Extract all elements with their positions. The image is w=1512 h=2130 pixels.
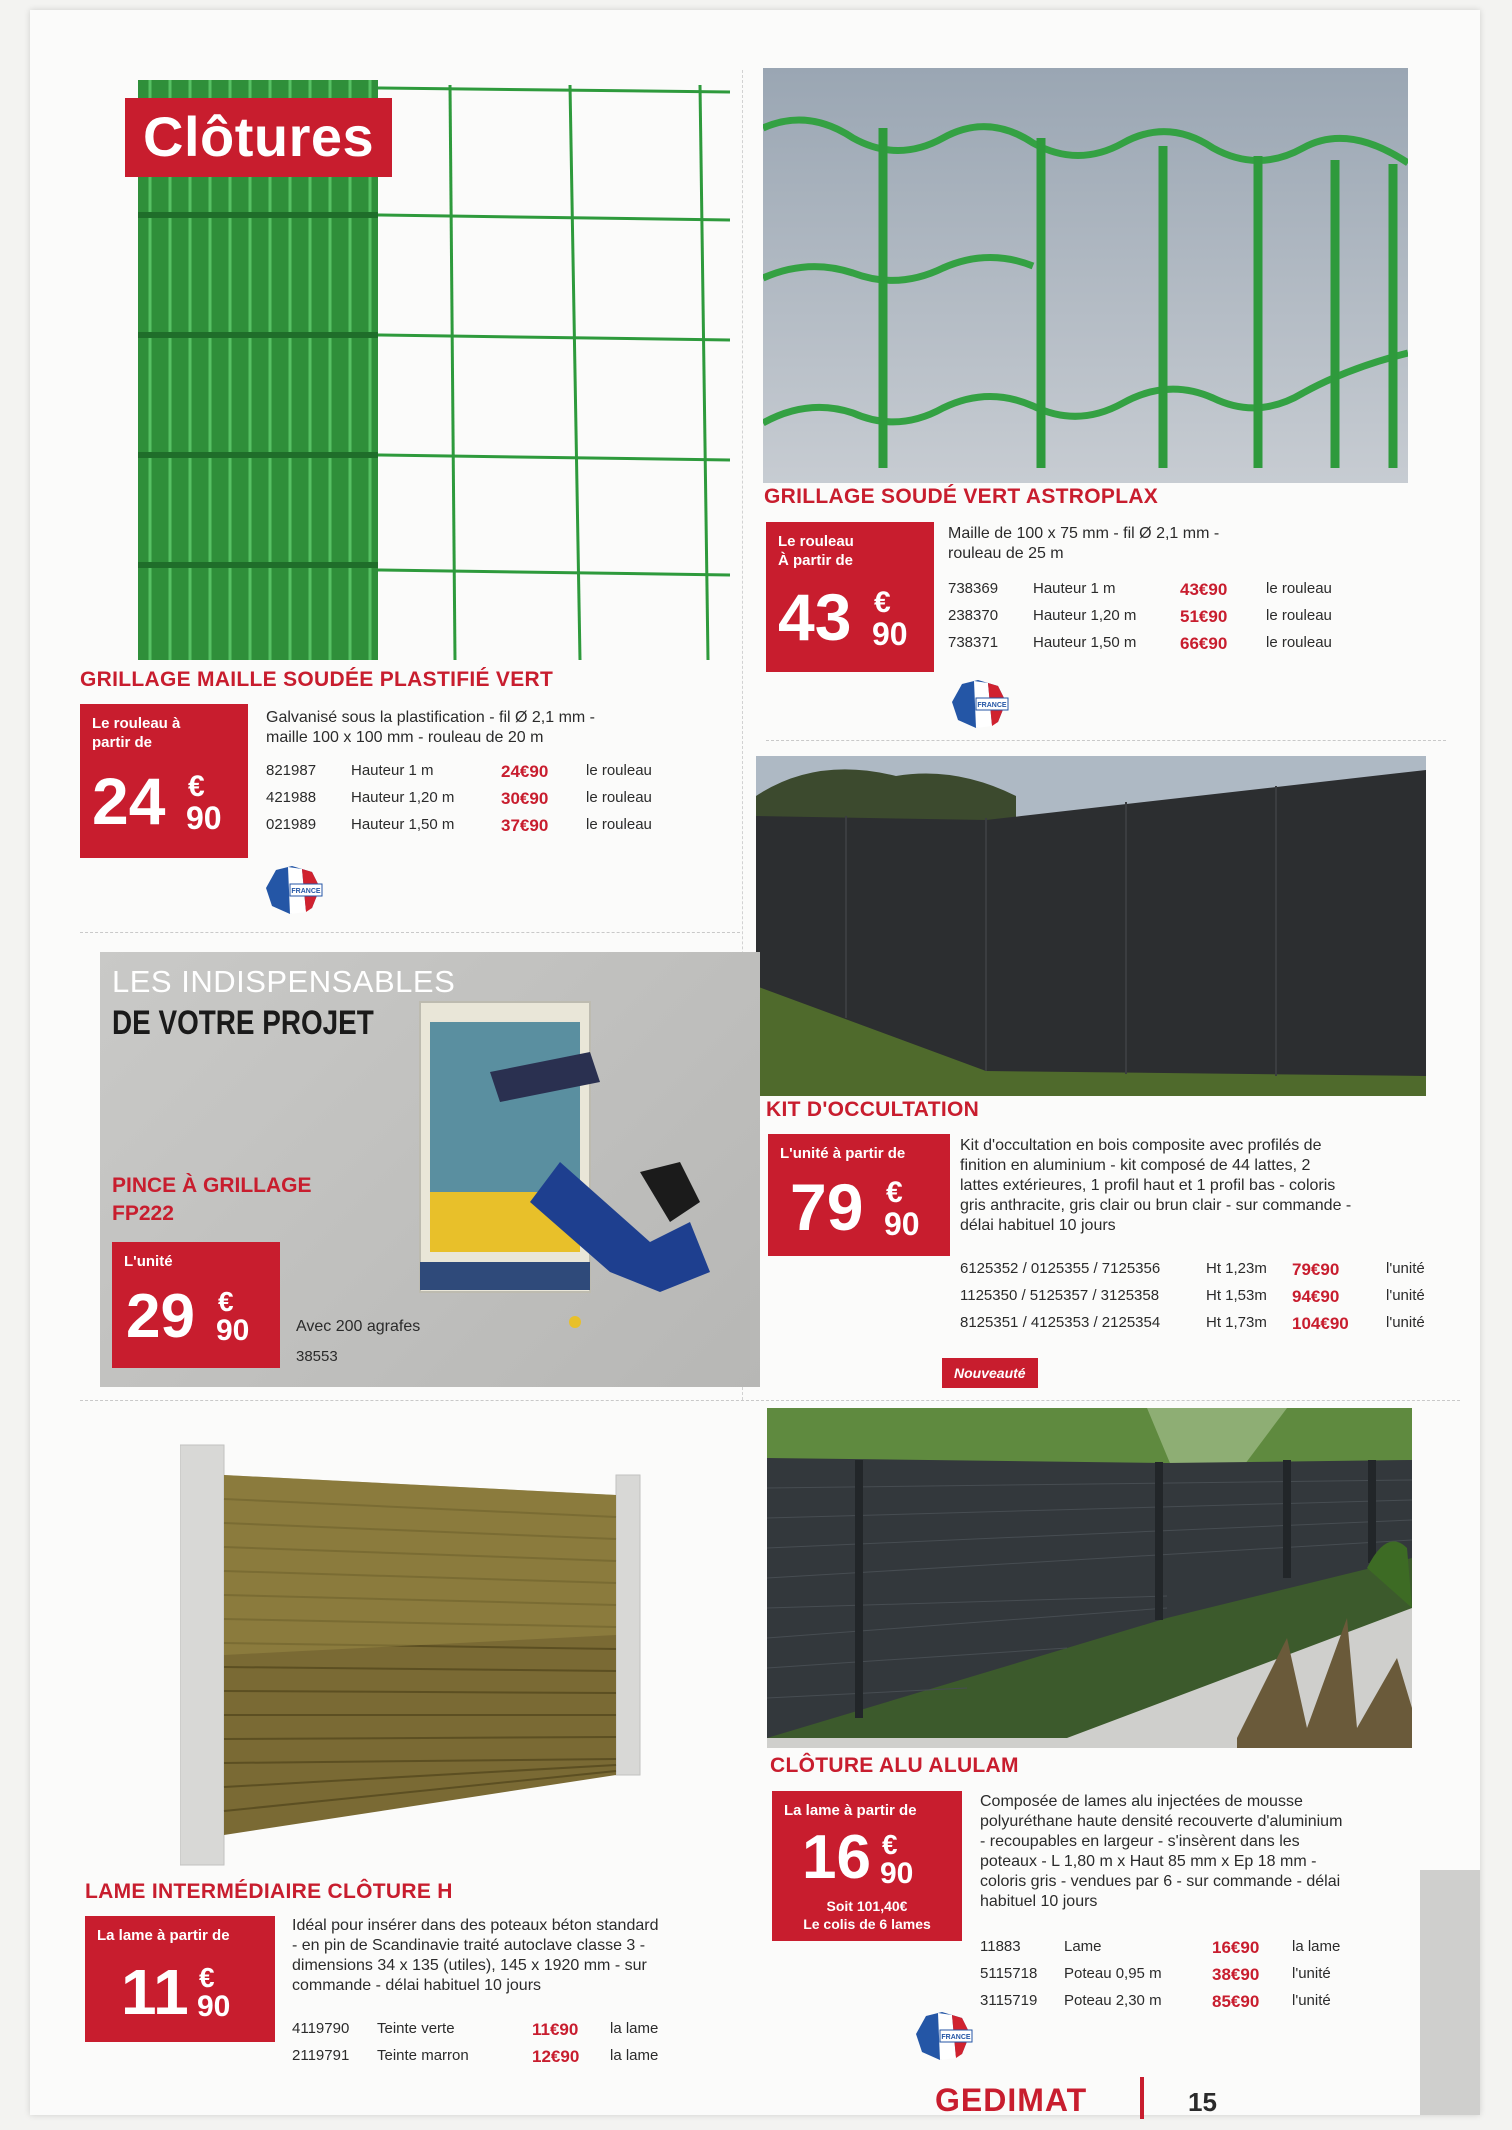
price-cents: 90	[884, 1206, 920, 1242]
flag-label: FRANCE	[977, 702, 1007, 709]
kit-occultation-image	[756, 756, 1426, 1096]
ref: 021989	[266, 816, 317, 833]
spec: Hauteur 1 m	[1033, 580, 1116, 597]
price-label: La lame à partir de	[97, 1927, 230, 1944]
spec: Teinte verte	[377, 2020, 455, 2037]
pince-price-box	[112, 1242, 280, 1368]
kit-occultation-price-table	[960, 1260, 1460, 1341]
price-integer: 11	[121, 1956, 189, 2028]
ref: 6125352 / 0125355 / 7125356	[960, 1260, 1161, 1277]
unit: la lame	[610, 2047, 659, 2064]
price-integer: 16	[802, 1823, 871, 1892]
footer-divider	[1140, 2077, 1144, 2119]
row-divider	[80, 1400, 1460, 1401]
brand-logo: GEDIMAT	[935, 2082, 1088, 2118]
lame-cloture-h-image	[180, 1435, 670, 1875]
ref: 821987	[266, 762, 317, 779]
spec: Hauteur 1,20 m	[351, 789, 455, 806]
spec: Poteau 2,30 m	[1064, 1992, 1162, 2009]
spec: Hauteur 1 m	[351, 762, 434, 779]
ref: 421988	[266, 789, 317, 806]
lame-cloture-h-price-box	[85, 1916, 275, 2042]
indispensables-kicker: LES INDISPENSABLES	[112, 964, 456, 999]
price-cents: 90	[880, 1857, 914, 1890]
unit: le rouleau	[1266, 607, 1332, 624]
made-in-france-icon	[948, 676, 1012, 732]
spec: Teinte marron	[377, 2047, 469, 2064]
pince-reference: 38553	[296, 1348, 338, 1365]
price-label: La lame à partir de	[784, 1802, 917, 1819]
cloture-alulam-description: Composée de lames alu injectées de mousse polyuréthane haute densité recouverte d'aluminium - recoupables en largeur - s'insèrent dans les poteaux - L 1,80 m x Haut 85 mm x Ep 18 mm - coloris gris - vendues par 6 - sur commande - délai habituel 10 jours	[980, 1793, 1343, 1910]
lame-cloture-h-price-table	[292, 2020, 732, 2074]
price: 16€90	[1212, 1938, 1260, 1957]
price: 12€90	[532, 2047, 580, 2066]
grillage-plastifie-price-box	[80, 704, 248, 858]
flag-label: FRANCE	[291, 888, 321, 895]
unit: le rouleau	[586, 816, 652, 833]
grillage-astroplax-description: Maille de 100 x 75 mm - fil Ø 2,1 mm - rouleau de 25 m	[948, 525, 1220, 562]
table-row	[292, 2047, 732, 2074]
price: 94€90	[1292, 1287, 1340, 1306]
price-currency: €	[188, 770, 205, 803]
price-currency: €	[874, 586, 891, 619]
grillage-plastifie-price-table	[266, 762, 706, 843]
price-integer: 43	[778, 580, 852, 654]
spec: Hauteur 1,50 m	[1033, 634, 1137, 651]
table-row	[960, 1314, 1460, 1341]
row-divider	[80, 932, 740, 933]
table-row	[948, 607, 1388, 634]
unit: le rouleau	[586, 789, 652, 806]
unit: l'unité	[1386, 1260, 1425, 1277]
price: 37€90	[501, 816, 549, 835]
spec: Hauteur 1,50 m	[351, 816, 455, 833]
price-cents: 90	[197, 1990, 231, 2023]
grillage-plastifie-title: GRILLAGE MAILLE SOUDÉE PLASTIFIÉ VERT	[80, 668, 554, 691]
page-number: 15	[1188, 2087, 1217, 2117]
grillage-astroplax-title: GRILLAGE SOUDÉ VERT ASTROPLAX	[764, 485, 1159, 508]
price-label: L'unité à partir de	[780, 1145, 906, 1162]
unit: le rouleau	[1266, 634, 1332, 651]
unit: la lame	[1292, 1938, 1341, 1955]
table-row	[266, 789, 706, 816]
spec: Hauteur 1,20 m	[1033, 607, 1137, 624]
kit-occultation-title: KIT D'OCCULTATION	[766, 1098, 980, 1121]
price-cents: 90	[872, 616, 908, 652]
grillage-astroplax-image	[763, 68, 1408, 483]
kit-occultation-description: Kit d'occultation en bois composite avec profilés de finition en aluminium - kit composé de 44 lattes, 2 lattes extérieures, 1 profil haut et 1 profil bas - coloris gris anthracite, gris clair ou brun clair - sur commande - délai habituel 10 jours	[960, 1137, 1352, 1234]
price: 11€90	[532, 2020, 579, 2039]
unit: l'unité	[1386, 1287, 1425, 1304]
price: 30€90	[501, 789, 549, 808]
spec: Poteau 0,95 m	[1064, 1965, 1162, 1982]
price-integer: 24	[92, 764, 166, 838]
lame-cloture-h-description: Idéal pour insérer dans des poteaux béton standard - en pin de Scandinavie traité autoclave classe 3 - dimensions 34 x 135 (utiles), 145 x 1920 mm - sur commande - délai habituel 10 jours	[292, 1917, 659, 1994]
price-pack-info: Soit 101,40€ Le colis de 6 lames	[803, 1898, 931, 1932]
price: 24€90	[501, 762, 549, 781]
price: 51€90	[1180, 607, 1228, 626]
spec: Ht 1,73m	[1206, 1314, 1267, 1331]
ref: 1125350 / 5125357 / 3125358	[960, 1287, 1160, 1304]
table-row	[980, 1992, 1420, 2019]
unit: l'unité	[1292, 1965, 1331, 1982]
price: 79€90	[1292, 1260, 1340, 1279]
price-label: Le rouleau À partir de	[778, 533, 854, 569]
indispensables-panel	[100, 952, 760, 1387]
cloture-alulam-price-box	[772, 1791, 962, 1941]
cloture-alulam-price-table	[980, 1938, 1420, 2019]
ref: 738371	[948, 634, 999, 651]
section-title: Clôtures	[125, 98, 392, 177]
price-currency: €	[882, 1829, 898, 1860]
ref: 3115719	[980, 1992, 1038, 2009]
price: 43€90	[1180, 580, 1228, 599]
cloture-alulam-image	[767, 1408, 1412, 1748]
ref: 4119790	[292, 2020, 350, 2037]
price-integer: 79	[790, 1170, 864, 1244]
table-row	[948, 580, 1388, 607]
ref: 238370	[948, 607, 999, 624]
grillage-astroplax-price-box	[766, 522, 934, 672]
price-currency: €	[886, 1176, 903, 1209]
cloture-alulam-title: CLÔTURE ALU ALULAM	[770, 1754, 1019, 1777]
table-row	[266, 816, 706, 843]
price-integer: 29	[126, 1282, 195, 1351]
pince-grillage-image	[390, 992, 750, 1372]
ref: 2119791	[292, 2047, 350, 2064]
made-in-france-icon	[262, 862, 326, 918]
spec: Ht 1,53m	[1206, 1287, 1267, 1304]
table-row	[980, 1965, 1420, 1992]
kit-occultation-price-box	[768, 1134, 950, 1256]
unit: la lame	[610, 2020, 659, 2037]
made-in-france-icon	[912, 2008, 976, 2064]
pince-title-line1: PINCE À GRILLAGE	[112, 1174, 312, 1197]
grillage-astroplax-price-table	[948, 580, 1388, 661]
price: 104€90	[1292, 1314, 1349, 1333]
table-row	[948, 634, 1388, 661]
catalog-page	[30, 10, 1480, 2118]
unit: l'unité	[1386, 1314, 1425, 1331]
price-currency: €	[199, 1962, 215, 1993]
table-row	[980, 1938, 1420, 1965]
unit: l'unité	[1292, 1992, 1331, 2009]
price-label: Le rouleau à partir de	[92, 715, 181, 751]
spec: Ht 1,23m	[1206, 1260, 1267, 1277]
ref: 738369	[948, 580, 999, 597]
table-row	[960, 1260, 1460, 1287]
price: 85€90	[1212, 1992, 1260, 2011]
price-label: L'unité	[124, 1253, 173, 1270]
page-edge-tab	[1420, 1870, 1480, 2115]
price: 38€90	[1212, 1965, 1260, 1984]
pince-title-line2: FP222	[112, 1202, 174, 1225]
price-cents: 90	[216, 1314, 250, 1347]
unit: le rouleau	[586, 762, 652, 779]
table-row	[266, 762, 706, 789]
price: 66€90	[1180, 634, 1228, 653]
price-cents: 90	[186, 800, 222, 836]
pince-description: Avec 200 agrafes	[296, 1318, 421, 1335]
lame-cloture-h-title: LAME INTERMÉDIAIRE CLÔTURE H	[85, 1880, 453, 1903]
price-currency: €	[218, 1286, 234, 1317]
indispensables-heading: DE VOTRE PROJET	[112, 1004, 374, 1042]
spec: Lame	[1064, 1938, 1102, 1955]
new-product-badge: Nouveauté	[942, 1358, 1038, 1388]
ref: 8125351 / 4125353 / 2125354	[960, 1314, 1161, 1331]
flag-label: FRANCE	[941, 2034, 971, 2041]
row-divider	[766, 740, 1446, 741]
ref: 11883	[980, 1938, 1021, 1955]
ref: 5115718	[980, 1965, 1038, 1982]
table-row	[960, 1287, 1460, 1314]
grillage-plastifie-description: Galvanisé sous la plastification - fil Ø 2,1 mm - maille 100 x 100 mm - rouleau de 20 m	[266, 709, 596, 746]
table-row	[292, 2020, 732, 2047]
unit: le rouleau	[1266, 580, 1332, 597]
